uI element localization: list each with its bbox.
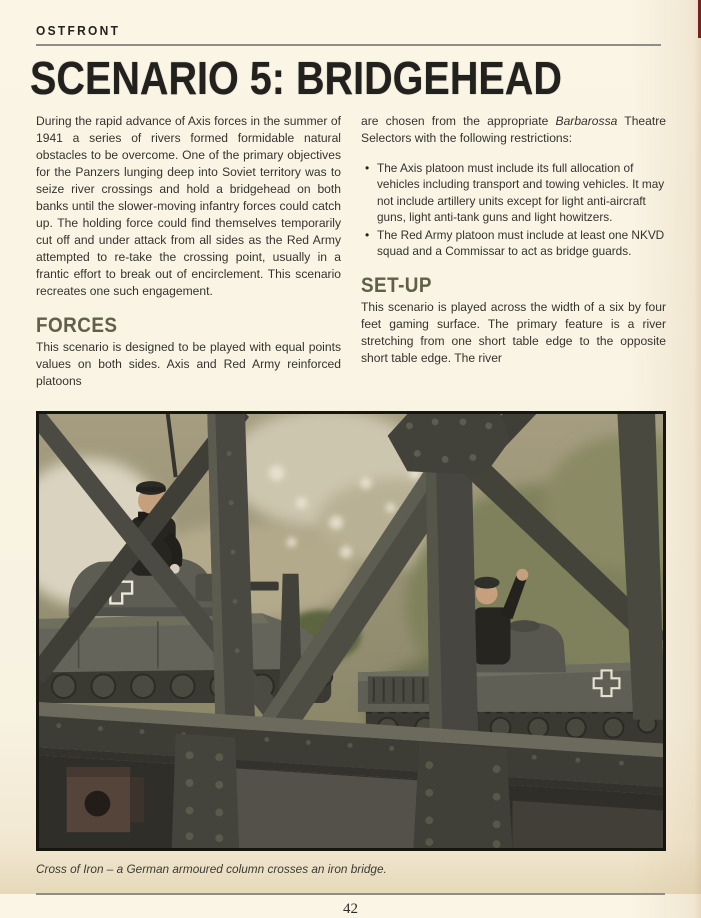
text-columns bbox=[36, 113, 666, 390]
forces-paragraph: This scenario is designed to be played with equal points values on both sides. Axis and Red Army reinforced platoons bbox=[36, 340, 341, 388]
restrictions-list bbox=[361, 160, 666, 260]
chapter-kicker: OSTFRONT bbox=[36, 23, 121, 38]
setup-paragraph: This scenario is played across the width of a six by four feet gaming surface. The primary feature is a river stretching from one short table edge to the opposite short table edge. The river bbox=[361, 299, 666, 365]
selectors-text-italic: Barbarossa bbox=[555, 114, 618, 128]
photo-caption: Cross of Iron – a German armoured column crosses an iron bridge. bbox=[36, 862, 387, 876]
forces-heading: FORCES bbox=[36, 314, 118, 337]
selectors-paragraph bbox=[361, 113, 666, 147]
scenario-photo-figure bbox=[36, 411, 666, 876]
page-title: SCENARIO 5: BRIDGEHEAD bbox=[30, 52, 562, 104]
left-lower-gusset bbox=[172, 734, 239, 848]
page-header bbox=[36, 22, 666, 46]
selectors-text-post: Theatre Selectors with the following restrictions: bbox=[361, 114, 666, 145]
footer-rule bbox=[36, 893, 665, 895]
intro-paragraph: During the rapid advance of Axis forces in the summer of 1941 a series of rivers formed formidable natural obstacles to be overcome. One of the primary objectives for the Panzers lunging deep into Soviet territory was to seize river crossings and hold a bridgehead on both banks until the slower-moving infantry forces could catch up. The holding force could find themselves temporarily cut off and under attack from all sides as the Red Army attempted to re-take the crossing point, usually in a frantic effort to break out of encirclement. This scenario recreates one such engagement. bbox=[36, 114, 341, 298]
header-rule bbox=[36, 44, 661, 46]
page-number: 42 bbox=[343, 901, 358, 917]
right-column bbox=[361, 113, 666, 390]
restriction-item-red-army: • The Red Army platoon must include at least one NKVD squad and a Commissar to act as bridge guards. bbox=[377, 227, 666, 260]
scenario-photo bbox=[36, 411, 666, 851]
selectors-text-pre: are chosen from the appropriate bbox=[361, 114, 556, 128]
bridge-photo-illustration bbox=[39, 414, 663, 848]
restriction-item-axis: • The Axis platoon must include its full allocation of vehicles including transport and towing vehicles. It may not include artillery units except for light anti-aircraft guns, light anti-tank guns and light howitzers. bbox=[377, 160, 666, 225]
setup-heading: SET-UP bbox=[361, 273, 432, 297]
left-column bbox=[36, 113, 341, 390]
